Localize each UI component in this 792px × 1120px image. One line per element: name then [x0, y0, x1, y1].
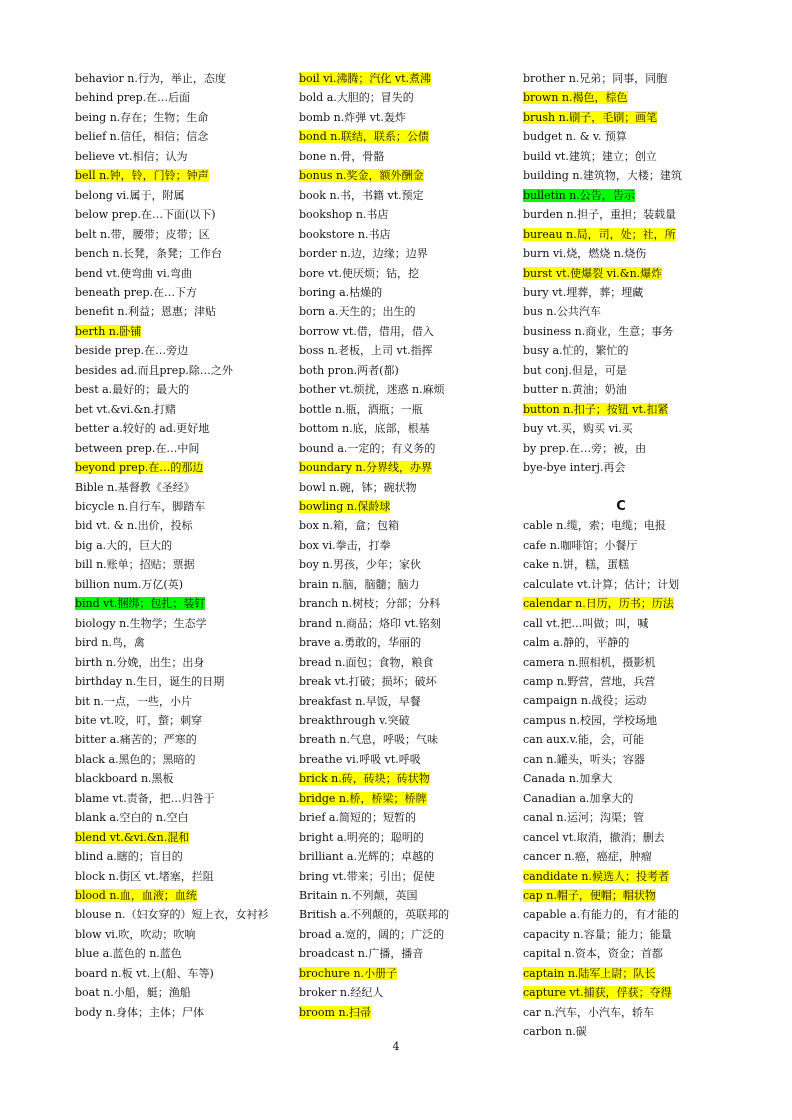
vocab-entry: [523, 69, 723, 88]
vocab-entry-text: Canada n.加拿大: [523, 772, 613, 786]
vocab-entry-text: brick n.砖，砖块；砖状物: [299, 772, 430, 786]
vocab-entry-text: by prep.在…旁；被，由: [523, 441, 647, 455]
vocab-entry: [299, 692, 499, 711]
vocab-entry: [523, 944, 723, 963]
vocab-entry-text: blow vi.吹，吹动；吹响: [75, 927, 196, 941]
blank-line: [523, 478, 723, 497]
vocab-entry-text: buy vt.买，购买 vi.买: [523, 422, 633, 436]
vocab-entry: [75, 1003, 273, 1022]
vocab-entry-text: Britain n.不列颠，英国: [299, 889, 418, 903]
vocab-entry-text: can n.罐头，听头；容器: [523, 752, 645, 766]
vocab-entry: [299, 361, 499, 380]
vocab-entry: [523, 828, 723, 847]
vocab-entry-text: biology n.生物学；生态学: [75, 616, 207, 630]
vocab-entry-text: berth n.卧铺: [75, 324, 142, 338]
vocab-entry-text: box vi.拳击，打拳: [299, 538, 391, 552]
vocab-entry-text: blackboard n.黑板: [75, 772, 174, 786]
vocab-entry: [75, 769, 273, 788]
vocab-entry: [299, 847, 499, 866]
vocab-entry-text: butter n.黄油；奶油: [523, 383, 627, 397]
vocab-entry-text: bus n.公共汽车: [523, 305, 601, 319]
vocab-entry: [75, 692, 273, 711]
vocab-entry: [75, 828, 273, 847]
page-number: 4: [392, 1040, 400, 1053]
vocab-entry-text: captain n.陆军上尉；队长: [523, 966, 656, 980]
vocab-entry-text: bore vt.使厌烦；钻，挖: [299, 266, 420, 280]
vocab-entry: [299, 925, 499, 944]
vocab-entry-text: belief n.信任，相信；信念: [75, 130, 209, 144]
vocab-entry: [299, 419, 499, 438]
vocab-entry-text: call vt.把…叫做；叫，喊: [523, 616, 649, 630]
vocab-entry: [75, 69, 273, 88]
vocab-entry: [299, 536, 499, 555]
vocab-entry: [299, 147, 499, 166]
vocab-entry: [299, 828, 499, 847]
vocab-entry-text: book n.书，书籍 vt.预定: [299, 188, 424, 202]
vocab-entry: [523, 322, 723, 341]
vocab-entry-text: bone n.骨，骨骼: [299, 149, 385, 163]
vocab-entry: [523, 691, 723, 710]
vocab-entry: [523, 147, 723, 166]
vocab-entry-text: budget n. & v. 预算: [523, 130, 627, 144]
vocab-entry: [523, 672, 723, 691]
vocab-entry-text: bulletin n.公告，告示: [523, 188, 635, 202]
vocab-entry: [75, 166, 273, 185]
vocab-entry-text: brain n.脑，脑髓；脑力: [299, 577, 420, 591]
vocab-entry-text: bound a.一定的；有义务的: [299, 441, 436, 455]
vocab-entry-text: behavior n.行为，举止，态度: [75, 72, 226, 85]
vocab-entry: [523, 127, 723, 146]
vocab-entry-text: burn vi.烧，燃烧 n.烧伤: [523, 247, 647, 261]
column-3: [523, 69, 723, 1042]
vocab-entry-text: British a.不列颠的，英联邦的: [299, 908, 450, 922]
vocab-entry-text: brief a.简短的；短暂的: [299, 811, 416, 825]
vocab-entry-text: camp n.野营，营地，兵营: [523, 675, 656, 689]
vocab-entry: [75, 614, 273, 633]
vocab-entry-text: cafe n.咖啡馆；小餐厅: [523, 538, 638, 552]
vocab-entry-text: bind vt.捆绑；包扎；装钉: [75, 597, 206, 611]
vocab-entry: [75, 730, 273, 749]
vocab-entry: [523, 186, 723, 205]
vocab-entry-text: car n.汽车，小汽车，轿车: [523, 1005, 655, 1019]
vocab-entry: [299, 439, 499, 458]
vocab-entry: [523, 205, 723, 224]
vocab-entry-text: box n.箱，盒；包箱: [299, 519, 399, 533]
vocab-entry-text: bid vt. & n.出价，投标: [75, 519, 193, 533]
vocab-entry: [299, 905, 499, 924]
vocab-entry-text: calculate vt.计算；估计；计划: [523, 577, 680, 591]
vocab-entry-text: calm a.静的，平静的: [523, 636, 630, 650]
vocab-entry: [523, 653, 723, 672]
vocab-entry: [75, 205, 273, 224]
vocab-entry: [523, 536, 723, 555]
vocab-entry-text: capture vt.捕获，俘获；夺得: [523, 986, 672, 1000]
vocab-entry: [299, 244, 499, 263]
vocab-entry: [75, 886, 273, 905]
vocab-entry-text: canal n.运河；沟渠；管: [523, 811, 644, 825]
vocab-entry: [523, 730, 723, 749]
vocab-entry: [523, 886, 723, 905]
vocab-entry-text: black a.黑色的；黑暗的: [75, 752, 196, 766]
vocab-entry-text: brown n.褐色，棕色: [523, 91, 628, 105]
vocab-entry-text: blend vt.&vi.&n.混和: [75, 830, 190, 844]
vocab-entry: [75, 186, 273, 205]
vocab-entry-text: beside prep.在…旁边: [75, 344, 189, 358]
vocab-entry-text: brave a.勇敢的，华丽的: [299, 636, 422, 650]
vocab-entry: [299, 555, 499, 574]
vocab-entry: [299, 789, 499, 808]
vocab-entry: [75, 497, 273, 516]
vocab-entry-text: blue a.蓝色的 n.蓝色: [75, 947, 182, 961]
vocab-entry: [299, 964, 499, 983]
vocab-entry: [299, 302, 499, 321]
vocab-entry: [299, 1003, 499, 1022]
letter-heading: C: [616, 498, 626, 514]
vocab-entry-text: benefit n.利益；恩惠；津贴: [75, 305, 216, 319]
vocab-entry: [75, 555, 273, 574]
vocab-entry: [523, 458, 723, 477]
vocab-entry-text: capacity n.容量；能力；能量: [523, 927, 672, 941]
vocab-entry: [299, 127, 499, 146]
vocab-entry-text: beneath prep.在…下方: [75, 285, 198, 299]
vocab-entry-text: boil vi.沸腾；汽化 vt.煮沸: [299, 72, 432, 85]
vocab-entry: [523, 361, 723, 380]
vocab-entry-text: both pron.两者(都): [299, 363, 399, 377]
vocab-entry-text: cable n.缆，索；电缆；电报: [523, 519, 666, 533]
vocab-entry: [75, 750, 273, 769]
vocab-entry: [523, 341, 723, 360]
vocab-entry: [523, 905, 723, 924]
vocab-entry-text: break vt.打破；损坏；破坏: [299, 675, 437, 689]
vocab-entry-text: besides ad.而且prep.除…之外: [75, 363, 233, 377]
vocab-entry-text: cancer n.癌，癌症，肿瘤: [523, 850, 652, 864]
vocab-entry: [299, 108, 499, 127]
vocab-entry-text: boundary n.分界线，办界: [299, 461, 432, 475]
vocab-entry: [75, 478, 273, 497]
vocab-entry-text: Canadian a.加拿大的: [523, 791, 634, 805]
vocab-entry-text: born a.天生的；出生的: [299, 305, 416, 319]
vocab-entry-text: brochure n.小册子: [299, 966, 398, 980]
vocab-entry: [523, 225, 723, 244]
vocab-entry: [299, 516, 499, 535]
vocab-entry: [75, 400, 273, 419]
vocab-entry-text: block n.街区 vt.堵塞，拦阻: [75, 869, 214, 883]
vocab-entry-text: brand n.商品；烙印 vt.铭刻: [299, 616, 441, 630]
vocab-entry: [299, 711, 499, 730]
vocab-entry: [299, 769, 499, 788]
vocab-entry-text: broom n.扫帚: [299, 1005, 372, 1019]
vocab-entry: [75, 653, 273, 672]
vocab-entry-text: bicycle n.自行车，脚踏车: [75, 499, 206, 513]
vocab-entry: [75, 905, 273, 924]
vocab-entry: [523, 400, 723, 419]
vocab-entry-text: border n.边，边缘；边界: [299, 247, 428, 261]
vocab-entry: [523, 614, 723, 633]
vocab-entry-text: bowling n.保龄球: [299, 499, 391, 513]
vocab-entry: [75, 594, 273, 613]
vocab-entry: [523, 964, 723, 983]
column-2: [299, 69, 499, 1022]
vocab-entry-text: beyond prep.在…的那边: [75, 461, 204, 475]
vocab-entry-text: behind prep.在…后面: [75, 91, 191, 105]
vocab-entry-text: bite vt.咬，叮，螫；刺穿: [75, 713, 203, 727]
vocab-entry: [75, 847, 273, 866]
vocab-entry: [75, 264, 273, 283]
vocab-entry: [75, 925, 273, 944]
vocab-entry-text: burst vt.使爆裂 vi.&n.爆炸: [523, 266, 663, 280]
vocab-entry-text: camera n.照相机，摄影机: [523, 655, 656, 669]
vocab-entry: [299, 730, 499, 749]
vocab-entry-text: campaign n.战役；运动: [523, 694, 647, 708]
vocab-entry-text: cancel vt.取消，撤消；删去: [523, 830, 665, 844]
vocab-entry: [299, 653, 499, 672]
vocab-entry: [299, 633, 499, 652]
vocab-entry-text: breakthrough v.突破: [299, 713, 410, 727]
vocab-entry: [299, 575, 499, 594]
vocab-entry-text: bother vt.烦扰，迷惑 n.麻烦: [299, 383, 445, 397]
vocab-entry-text: boy n.男孩，少年；家伙: [299, 558, 421, 572]
vocab-entry-text: bright a.明亮的；聪明的: [299, 830, 424, 844]
vocab-entry: [75, 283, 273, 302]
vocab-entry-text: capital n.资本，资金；首都: [523, 947, 663, 961]
vocab-entry: [523, 108, 723, 127]
vocab-entry-text: bowl n.碗，钵；碗状物: [299, 480, 417, 494]
vocab-entry: [523, 283, 723, 302]
vocab-entry-text: bond n.联结，联系；公债: [299, 130, 429, 144]
vocab-entry-text: button n.扣子；按钮 vt.扣紧: [523, 402, 669, 416]
vocab-entry-text: board n.板 vt.上(船、车等): [75, 966, 214, 980]
vocab-entry: [299, 283, 499, 302]
vocab-entry: [75, 575, 273, 594]
vocab-entry-text: bring vt.带来；引出；促使: [299, 869, 435, 883]
vocab-entry: [523, 847, 723, 866]
vocab-entry-text: can aux.v.能，会，可能: [523, 733, 645, 747]
vocab-entry-text: capable a.有能力的，有才能的: [523, 908, 679, 922]
vocab-entry: [299, 88, 499, 107]
vocab-entry-text: calendar n.日历，历书；历法: [523, 597, 674, 611]
vocab-entry: [299, 322, 499, 341]
vocab-entry-text: bookstore n.书店: [299, 227, 391, 241]
vocab-entry: [523, 1022, 723, 1041]
vocab-entry: [299, 380, 499, 399]
vocab-entry-text: bird n.鸟，禽: [75, 636, 145, 650]
vocab-entry: [75, 225, 273, 244]
vocab-entry-text: bridge n.桥，桥梁；桥牌: [299, 791, 427, 805]
vocab-entry-text: blame vt.责备，把…归咎于: [75, 791, 215, 805]
vocab-entry-text: but conj.但是，可是: [523, 363, 627, 377]
vocab-entry: [523, 1003, 723, 1022]
vocab-entry: [299, 264, 499, 283]
vocab-entry-text: breathe vi.呼吸 vt.呼吸: [299, 752, 421, 766]
vocab-entry-text: birthday n.生日，诞生的日期: [75, 675, 225, 689]
vocab-entry: [75, 711, 273, 730]
vocab-entry: [523, 925, 723, 944]
vocab-entry: [523, 439, 723, 458]
vocab-entry: [75, 108, 273, 127]
vocab-entry-text: bonus n.奖金，额外酬金: [299, 169, 424, 183]
vocab-entry-text: belt n.带，腰带；皮带；区: [75, 227, 210, 241]
vocab-entry: [75, 672, 273, 691]
vocab-entry: [75, 302, 273, 321]
vocab-entry: [75, 964, 273, 983]
vocab-entry-text: broker n.经纪人: [299, 986, 384, 1000]
vocab-entry-text: bottle n.瓶，酒瓶；一瓶: [299, 402, 423, 416]
vocab-entry: [75, 322, 273, 341]
vocab-entry: [523, 983, 723, 1002]
vocab-entry: [75, 439, 273, 458]
vocab-entry-text: brother n.兄弟；同事，同胞: [523, 72, 668, 85]
vocab-entry-text: bend vt.使弯曲 vi.弯曲: [75, 266, 193, 280]
vocab-entry: [299, 808, 499, 827]
vocab-entry: [523, 750, 723, 769]
vocab-entry-text: borrow vt.借，借用，借入: [299, 324, 434, 338]
vocab-entry: [75, 516, 273, 535]
vocab-entry-text: Bible n.基督教《圣经》: [75, 480, 195, 494]
vocab-entry: [299, 400, 499, 419]
vocab-entry-text: bury vt.埋葬，葬；埋藏: [523, 285, 644, 299]
column-1: [75, 69, 273, 1022]
vocab-entry: [523, 244, 723, 263]
vocab-entry: [523, 302, 723, 321]
vocab-entry: [299, 867, 499, 886]
vocab-entry-text: breakfast n.早饭，早餐: [299, 694, 421, 708]
vocab-entry-text: breath n.气息，呼吸；气味: [299, 733, 438, 747]
vocab-entry: [75, 147, 273, 166]
vocab-entry-text: between prep.在…中间: [75, 441, 200, 455]
vocab-entry-text: cake n.饼，糕，蛋糕: [523, 558, 629, 572]
vocab-entry-text: burden n.担子，重担；装载量: [523, 208, 677, 222]
vocab-entry-text: bit n.一点，一些，小片: [75, 694, 193, 708]
vocab-entry: [523, 419, 723, 438]
vocab-entry-text: blouse n.（妇女穿的）短上衣，女衬衫: [75, 908, 269, 922]
vocab-entry-text: bye-bye interj.再会: [523, 461, 626, 475]
vocab-entry: [523, 711, 723, 730]
vocab-entry: [299, 614, 499, 633]
vocab-entry-text: boring a.枯燥的: [299, 285, 383, 299]
vocab-entry-text: boat n.小船，艇；渔船: [75, 986, 191, 1000]
vocab-entry: [75, 341, 273, 360]
vocab-entry: [299, 478, 499, 497]
vocab-entry-text: believe vt.相信；认为: [75, 149, 188, 163]
vocab-entry: [523, 264, 723, 283]
vocab-entry: [523, 166, 723, 185]
vocab-entry-text: blind a.瞎的；盲目的: [75, 850, 183, 864]
vocab-entry: [523, 516, 723, 535]
vocab-entry-text: brush n.刷子，毛刷；画笔: [523, 110, 658, 124]
vocab-entry: [299, 458, 499, 477]
vocab-entry-text: bitter a.痛苦的；严寒的: [75, 733, 197, 747]
vocab-entry: [75, 244, 273, 263]
vocab-entry-text: bet vt.&vi.&n.打赌: [75, 402, 176, 416]
vocab-entry-text: bottom n.底，底部，根基: [299, 422, 430, 436]
vocab-entry: [523, 380, 723, 399]
vocab-entry: [75, 361, 273, 380]
vocab-entry-text: broadcast n.广播，播音: [299, 947, 424, 961]
vocab-entry-text: bold a.大胆的；冒失的: [299, 91, 414, 105]
vocab-entry-text: bench n.长凳，条凳；工作台: [75, 247, 222, 261]
vocab-entry-text: bureau n.局，司，处；社，所: [523, 227, 676, 241]
vocab-entry-text: busy a.忙的，繁忙的: [523, 344, 629, 358]
vocab-entry-text: below prep.在…下面(以下): [75, 208, 216, 222]
vocab-entry-text: better a.较好的 ad.更好地: [75, 422, 210, 436]
vocab-entry-text: big a.大的，巨大的: [75, 538, 173, 552]
vocab-entry-text: campus n.校园，学校场地: [523, 713, 657, 727]
vocab-entry: [523, 808, 723, 827]
vocab-entry: [299, 750, 499, 769]
vocab-entry: [75, 88, 273, 107]
vocab-entry-text: blank a.空白的 n.空白: [75, 811, 189, 825]
vocab-entry: [299, 69, 499, 88]
vocab-entry-text: body n.身体；主体；尸体: [75, 1005, 204, 1019]
vocab-entry-text: branch n.树枝；分部；分科: [299, 597, 441, 611]
vocab-entry: [75, 380, 273, 399]
vocab-entry-text: bill n.账单；招贴；票据: [75, 558, 195, 572]
vocab-entry-text: billion num.万亿(英): [75, 577, 183, 591]
vocab-entry-text: broad a.宽的，阔的；广泛的: [299, 927, 445, 941]
vocab-entry-text: belong vi.属于，附属: [75, 188, 185, 202]
vocab-entry: [299, 983, 499, 1002]
vocab-entry: [75, 633, 273, 652]
vocab-entry-text: carbon n.碳: [523, 1025, 587, 1039]
vocab-entry-text: build vt.建筑；建立；创立: [523, 149, 657, 163]
vocab-entry-text: brilliant a.光辉的；卓越的: [299, 850, 434, 864]
vocab-entry: [75, 789, 273, 808]
vocab-entry: [523, 575, 723, 594]
vocab-entry: [299, 497, 499, 516]
vocab-entry: [523, 769, 723, 788]
vocab-entry: [75, 536, 273, 555]
vocab-entry: [523, 555, 723, 574]
vocab-entry: [299, 341, 499, 360]
vocab-entry: [75, 944, 273, 963]
vocab-entry-text: being n.存在；生物；生命: [75, 110, 209, 124]
vocab-entry: [75, 867, 273, 886]
vocab-entry: [299, 944, 499, 963]
vocab-entry-text: bomb n.炸弹 vt.轰炸: [299, 110, 406, 124]
vocab-entry-text: building n.建筑物，大楼；建筑: [523, 169, 682, 183]
vocab-entry: [299, 205, 499, 224]
vocab-entry-text: boss n.老板，上司 vt.指挥: [299, 344, 433, 358]
vocab-entry-text: bread n.面包；食物，粮食: [299, 655, 434, 669]
vocab-entry: [299, 594, 499, 613]
vocab-entry-text: best a.最好的；最大的: [75, 383, 190, 397]
vocab-entry: [523, 789, 723, 808]
vocab-entry: [523, 633, 723, 652]
vocab-entry: [523, 594, 723, 613]
vocab-entry-text: bell n.钟，铃，门铃；钟声: [75, 169, 209, 183]
vocab-entry: [299, 166, 499, 185]
vocab-entry: [299, 886, 499, 905]
vocab-entry: [75, 808, 273, 827]
vocab-entry: [75, 127, 273, 146]
vocab-entry: [75, 983, 273, 1002]
vocab-entry-text: candidate n.候选人；投考者: [523, 869, 669, 883]
vocab-entry: [75, 419, 273, 438]
vocab-entry: [299, 672, 499, 691]
vocab-entry-text: cap n.帽子，便帽；帽状物: [523, 889, 656, 903]
vocab-entry: [299, 225, 499, 244]
vocab-entry: [299, 186, 499, 205]
vocab-entry: [523, 867, 723, 886]
vocab-entry-text: business n.商业，生意；事务: [523, 324, 674, 338]
vocab-entry: [75, 458, 273, 477]
vocab-entry: [523, 88, 723, 107]
vocab-entry-text: blood n.血，血液；血统: [75, 889, 197, 903]
vocab-entry-text: birth n.分娩，出生；出身: [75, 655, 205, 669]
vocab-entry-text: bookshop n.书店: [299, 208, 389, 222]
